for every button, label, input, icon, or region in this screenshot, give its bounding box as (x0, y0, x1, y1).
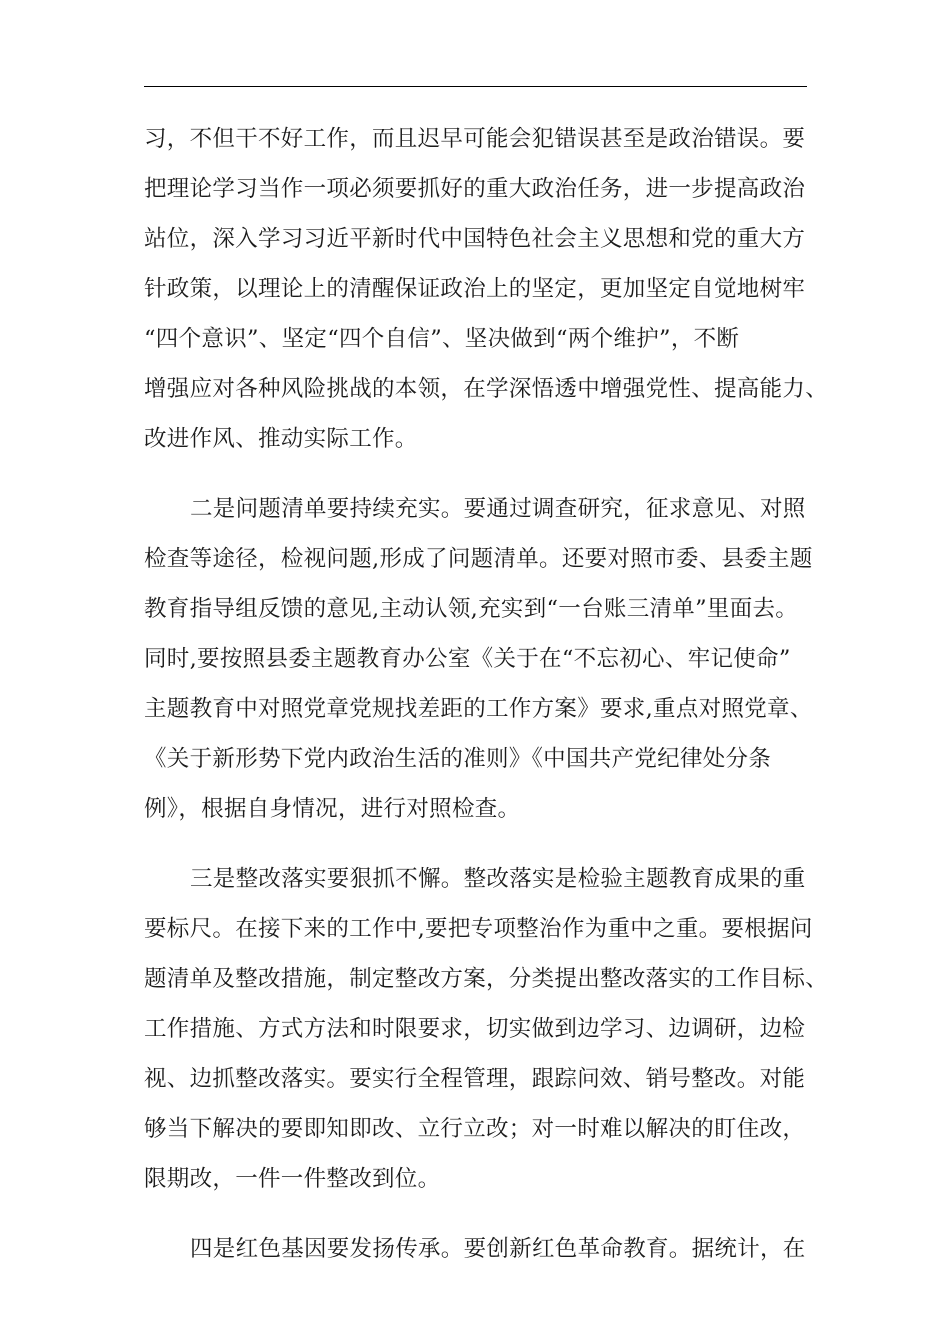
text-line: 同时,要按照县委主题教育办公室《关于在“不忘初心、牢记使命” (144, 646, 791, 672)
text-line: 教育指导组反馈的意见,主动认领,充实到“一台账三清单”里面去。 (144, 596, 799, 622)
paragraph-gap (144, 470, 824, 490)
text-line: 主题教育中对照党章党规找差距的工作方案》要求,重点对照党章、 (144, 696, 813, 722)
text-line: 要标尺。在接下来的工作中,要把专项整治作为重中之重。要根据问 (144, 916, 813, 942)
text-line: 增强应对各种风险挑战的本领，在学深悟透中增强党性、提高能力、 (144, 376, 829, 402)
paragraph-gap (144, 840, 824, 860)
text-line: 改进作风、推动实际工作。 (144, 426, 418, 452)
paragraph-1 (144, 120, 829, 470)
text-line: 三是整改落实要狠抓不懈。整改落实是检验主题教育成果的重 (190, 866, 806, 892)
text-line: 站位，深入学习习近平新时代中国特色社会主义思想和党的重大方 (144, 226, 806, 252)
text-line: 检查等途径，检视问题,形成了问题清单。还要对照市委、县委主题 (144, 546, 813, 572)
text-line: 工作措施、方式方法和时限要求，切实做到边学习、边调研，边检 (144, 1016, 806, 1042)
text-line: 例》，根据自身情况，进行对照检查。 (144, 796, 521, 822)
text-line: 四是红色基因要发扬传承。要创新红色革命教育。据统计，在 (190, 1236, 806, 1262)
text-line: 二是问题清单要持续充实。要通过调查研究，征求意见、对照 (190, 496, 806, 522)
text-line: 视、边抓整改落实。要实行全程管理，跟踪问效、销号整改。对能 (144, 1066, 806, 1092)
text-line: “四个意识”、坚定“四个自信”、坚决做到“两个维护”，不断 (144, 326, 740, 352)
text-line: 针政策，以理论上的清醒保证政治上的坚定，更加坚定自觉地树牢 (144, 276, 806, 302)
paragraph-4 (144, 1230, 824, 1280)
paragraph-2 (144, 490, 824, 840)
paragraph-3 (144, 860, 829, 1210)
header-rule (144, 86, 807, 87)
text-line: 《关于新形势下党内政治生活的准则》《中国共产党纪律处分条 (144, 746, 772, 772)
paragraph-gap (144, 1210, 824, 1230)
text-line: 题清单及整改措施，制定整改方案，分类提出整改落实的工作目标、 (144, 966, 829, 992)
text-line: 限期改，一件一件整改到位。 (144, 1166, 441, 1192)
document-body (144, 120, 829, 1280)
text-line: 够当下解决的要即知即改、立行立改；对一时难以解决的盯住改， (144, 1116, 806, 1142)
text-line: 习，不但干不好工作，而且迟早可能会犯错误甚至是政治错误。要 (144, 126, 806, 152)
text-line: 把理论学习当作一项必须要抓好的重大政治任务，进一步提高政治 (144, 176, 806, 202)
